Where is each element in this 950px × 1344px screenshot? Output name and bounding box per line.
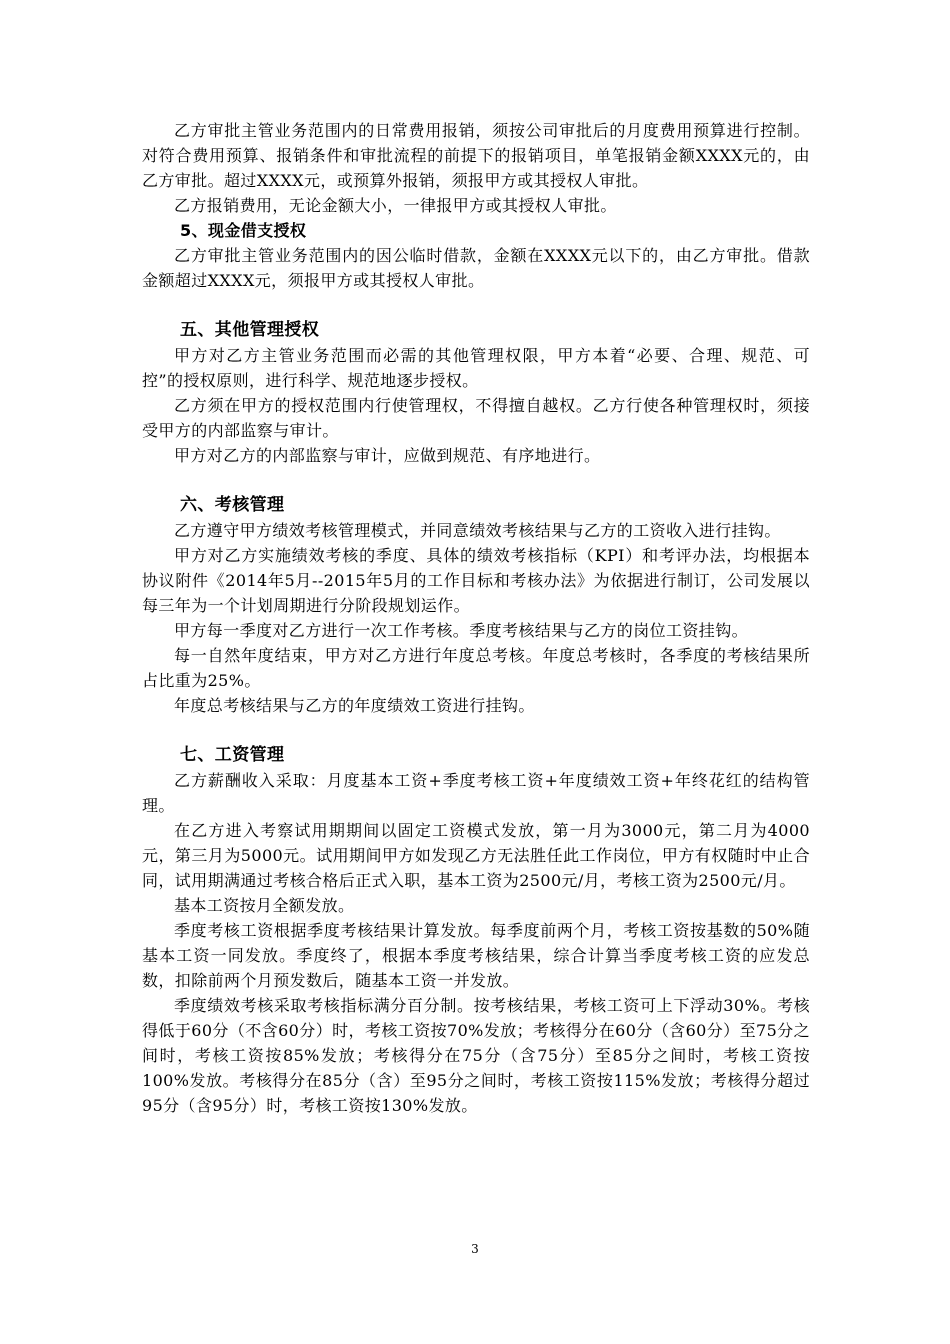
paragraph-scoring-scale: 季度绩效考核采取考核指标满分百分制。按考核结果，考核工资可上下浮动30%。考核得低于60分（不含60分）时，考核工资按70%发放；考核得分在60分（含60分）至75分之间时，考核工资按85%发放；考核得分在75分（含75分）至85分之间时，考核工资按100%发放。考核得分在85分（含）至95分之间时，考核工资按115%发放；考核得分超过95分（含95分）时，考核工资按130%发放。 [142, 996, 810, 1115]
heading-salary-management: 七、工资管理 [180, 745, 285, 765]
paragraph-expense-approval: 乙方审批主管业务范围内的日常费用报销，须按公司审批后的月度费用预算进行控制。对符合费用预算、报销条件和审批流程的前提下的报销项目，单笔报销金额XXXX元的，由乙方审批。超过XXXX元，或预算外报销，须报甲方或其授权人审批。 [142, 121, 810, 190]
paragraph-expense-reporting: 乙方报销费用，无论金额大小，一律报甲方或其授权人审批。 [174, 196, 617, 215]
paragraph-internal-audit: 甲方对乙方的内部监察与审计，应做到规范、有序地进行。 [174, 446, 601, 465]
heading-cash-loan-authorization: 5、现金借支授权 [180, 221, 307, 240]
paragraph-probation-salary: 在乙方进入考察试用期期间以固定工资模式发放，第一月为3000元，第二月为4000元，第三月为5000元。试用期间甲方如发现乙方无法胜任此工作岗位，甲方有权随时中止合同，试用期满通过考核合格后正式入职，基本工资为2500元/月，考核工资为2500元/月。 [142, 821, 810, 890]
paragraph-annual-link: 年度总考核结果与乙方的年度绩效工资进行挂钩。 [174, 696, 535, 715]
heading-assessment-management: 六、考核管理 [180, 495, 285, 515]
heading-other-management-authorization: 五、其他管理授权 [180, 320, 320, 340]
paragraph-quarterly-salary: 季度考核工资根据季度考核结果计算发放。每季度前两个月，考核工资按基数的50%随基本工资一同发放。季度终了，根据本季度考核结果，综合计算当季度考核工资的应发总数，扣除前两个月预发数后，随基本工资一并发放。 [142, 921, 810, 990]
paragraph-base-salary: 基本工资按月全额发放。 [174, 896, 355, 915]
page-number: 3 [471, 1242, 479, 1256]
paragraph-authorization-scope: 乙方须在甲方的授权范围内行使管理权，不得擅自越权。乙方行使各种管理权时，须接受甲方的内部监察与审计。 [142, 396, 810, 440]
paragraph-authorization-principle: 甲方对乙方主管业务范围而必需的其他管理权限，甲方本着“必要、合理、规范、可控”的授权原则，进行科学、规范地逐步授权。 [142, 346, 810, 390]
paragraph-quarterly-assessment: 甲方每一季度对乙方进行一次工作考核。季度考核结果与乙方的岗位工资挂钩。 [174, 621, 749, 640]
paragraph-kpi: 甲方对乙方实施绩效考核的季度、具体的绩效考核指标（KPI）和考评办法，均根据本协议附件《2014年5月--2015年5月的工作目标和考核办法》为依据进行制订，公司发展以每三年为一个计划周期进行分阶段规划运作。 [142, 546, 810, 615]
paragraph-cash-loan: 乙方审批主管业务范围内的因公临时借款，金额在XXXX元以下的，由乙方审批。借款金额超过XXXX元，须报甲方或其授权人审批。 [142, 246, 810, 290]
document-body [142, 118, 810, 1118]
paragraph-annual-assessment: 每一自然年度结束，甲方对乙方进行年度总考核。年度总考核时，各季度的考核结果所占比重为25%。 [142, 646, 810, 690]
paragraph-salary-structure: 乙方薪酬收入采取：月度基本工资+季度考核工资+年度绩效工资+年终花红的结构管理。 [142, 771, 810, 815]
paragraph-performance-mode: 乙方遵守甲方绩效考核管理模式，并同意绩效考核结果与乙方的工资收入进行挂钩。 [174, 521, 781, 540]
